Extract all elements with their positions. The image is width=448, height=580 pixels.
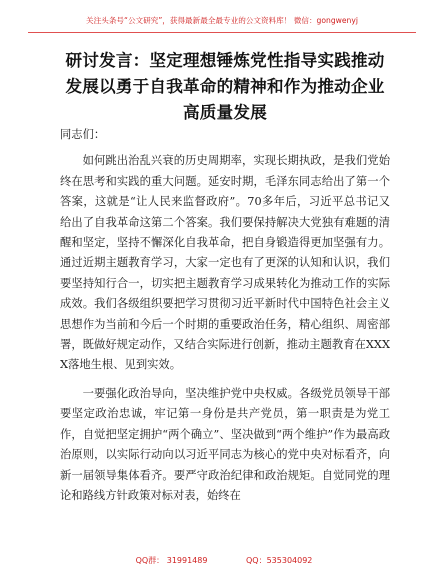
footer-qq: QQ：535304092 [246, 556, 313, 565]
paragraph-1: 如何跳出治乱兴衰的历史周期率，实现长期执政，是我们党始终在思考和实践的重大问题。延安时期，毛泽东同志给出了第一个答案，这就是“让人民来监督政府”。70多年后，习近平总书记又给出了自我革命这第二个答案。我们要保持解决大党独有难题的清醒和坚定，坚持不懈深化自我革命，把自身锻造得更加坚强有力。通过近期主题教育学习，大家一定也有了更深的认知和认识，我们要坚持知行合一，切实把主题教育学习成果转化为推动工作的实际成效。我们各级组织要把学习贯彻习近平新时代中国特色社会主义思想作为当前和今后一个时期的重要政治任务，精心组织、周密部署，既做好规定动作，又结合实际进行创新，推动主题教育在XXXX落地生根、见到实效。 [60, 154, 390, 372]
footer-contact [0, 555, 448, 566]
greeting: 同志们： [60, 128, 106, 141]
paragraph-2: 一要强化政治导向，坚决维护党中央权威。各级党员领导干部要坚定政治忠诚，牢记第一身份是共产党员，第一职责是为党工作，自觉把坚定拥护“两个确立”、坚决做到“两个维护”作为最高政治原则，以实际行动向以习近平同志为核心的党中央对标看齐，向新一届领导集体看齐。要严守政治纪律和政治规矩。自觉同党的理论和路线方针政策对标对表，始终在 [60, 386, 390, 502]
footer-qq-group: QQ群： 31991489 [135, 556, 208, 565]
document-title: 研讨发言：坚定理想锤炼党性指导实践推动发展以勇于自我革命的精神和作为推动企业高质量发展 [65, 51, 385, 122]
header-banner: 关注头条号“公文研究”，获得最新最全最专业的公文资料库！ 微信：gongwenyj [28, 10, 416, 33]
document-body [60, 125, 390, 506]
